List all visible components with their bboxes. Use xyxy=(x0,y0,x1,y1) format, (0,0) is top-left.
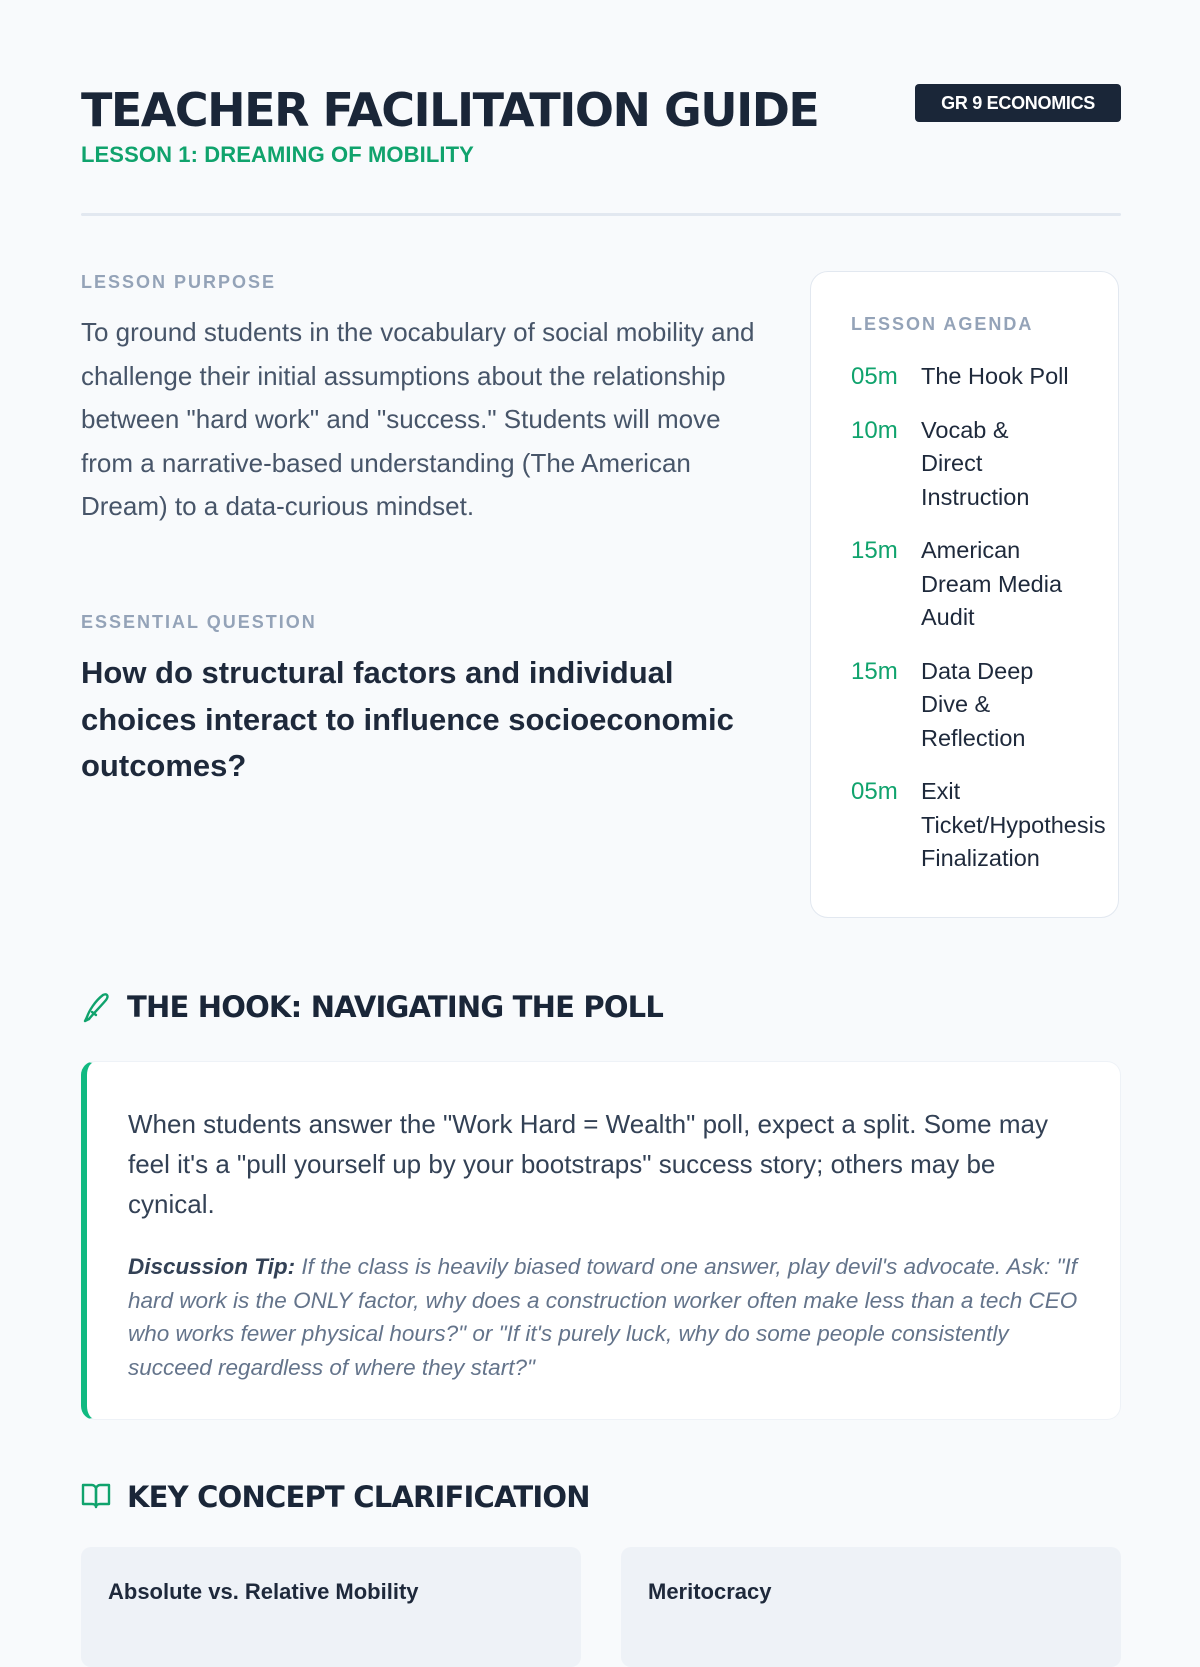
concept-section-title: KEY CONCEPT CLARIFICATION xyxy=(127,1480,590,1514)
page-header xyxy=(81,80,1121,220)
hook-main-text: When students answer the "Work Hard = Wealth" poll, expect a split. Some may feel it's a "pull yourself up by your bootstraps" success story; others may be cynical. xyxy=(128,1109,1048,1219)
agenda-item xyxy=(851,775,1141,876)
concept-card-title: Meritocracy xyxy=(648,1579,772,1604)
agenda-activity: The Hook Poll xyxy=(921,363,1069,389)
agenda-time: 15m xyxy=(851,657,898,685)
agenda-activity: Data Deep Dive & Reflection xyxy=(921,657,1034,751)
agenda-list xyxy=(851,360,1141,896)
agenda-activity: American Dream Media Audit xyxy=(921,537,1063,630)
agenda-activity: Vocab & Direct Instruction xyxy=(921,416,1030,510)
agenda-label: LESSON AGENDA xyxy=(851,314,1034,334)
hook-section-title: THE HOOK: NAVIGATING THE POLL xyxy=(127,990,664,1024)
agenda-time: 15m xyxy=(851,537,898,564)
agenda-card xyxy=(810,271,1119,918)
purpose-label: LESSON PURPOSE xyxy=(81,272,277,292)
concept-card xyxy=(81,1547,581,1667)
agenda-time: 05m xyxy=(851,363,898,390)
agenda-item xyxy=(851,534,1141,635)
concept-card-title: Absolute vs. Relative Mobility xyxy=(108,1579,419,1604)
grade-badge: GR 9 ECONOMICS xyxy=(915,84,1121,122)
discussion-tip-label: Discussion Tip: xyxy=(128,1254,296,1279)
facilitation-guide-page xyxy=(81,0,1121,1604)
discussion-tip-text: If the class is heavily biased toward one answer, play devil's advocate. Ask: "If hard work is the ONLY factor, why does a construction worker often make less than a tech CEO who works fewer physical hours?" or "If it's purely luck, why do some people consistently succeed regardless of where they start?" xyxy=(128,1254,1078,1380)
concept-section-heading xyxy=(81,1480,590,1514)
agenda-time: 10m xyxy=(851,416,898,444)
agenda-item xyxy=(851,360,1141,394)
header-divider xyxy=(81,213,1121,216)
concept-card xyxy=(621,1547,1121,1667)
agenda-item xyxy=(851,655,1141,756)
purpose-text: To ground students in the vocabulary of social mobility and challenge their initial assumptions about the relationship between "hard work" and "success." Students will move from a narrative-based understanding (The American Dream) to a data-curious mindset. xyxy=(81,317,755,521)
essential-question-text: How do structural factors and individual choices interact to influence socioeconomic outcomes? xyxy=(81,655,734,783)
hook-callout-card xyxy=(81,1061,1121,1420)
lesson-subtitle: LESSON 1: DREAMING OF MOBILITY xyxy=(81,142,474,167)
book-icon xyxy=(81,1481,111,1513)
agenda-time: 05m xyxy=(851,778,898,805)
hook-section-heading xyxy=(81,990,663,1024)
pen-icon xyxy=(81,991,111,1023)
discussion-tip xyxy=(128,1250,1088,1384)
essential-question-label: ESSENTIAL QUESTION xyxy=(81,612,317,632)
agenda-activity: Exit Ticket/Hypothesis Finalization xyxy=(921,778,1106,871)
agenda-item xyxy=(851,414,1141,515)
page-title: TEACHER FACILITATION GUIDE xyxy=(81,83,819,137)
